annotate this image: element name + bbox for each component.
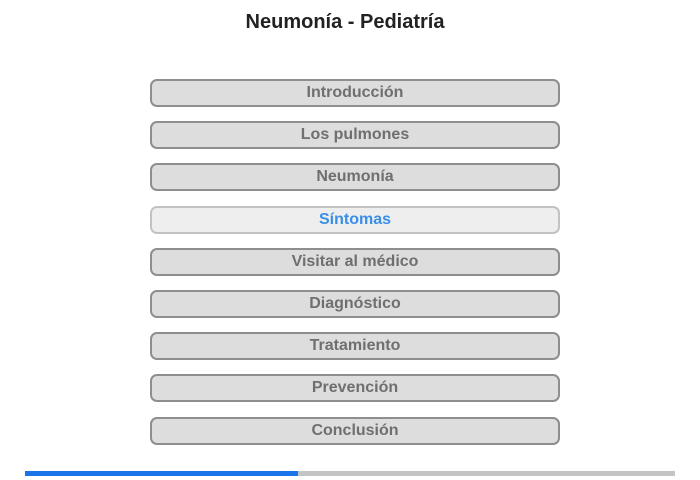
progress-bar-fill	[25, 471, 298, 476]
menu-item-tratamiento[interactable]: Tratamiento	[150, 332, 560, 360]
chapter-menu	[150, 79, 560, 459]
menu-item-los-pulmones[interactable]: Los pulmones	[150, 121, 560, 149]
menu-item-conclusion[interactable]: Conclusión	[150, 417, 560, 445]
menu-item-neumonia[interactable]: Neumonía	[150, 163, 560, 191]
menu-item-diagnostico[interactable]: Diagnóstico	[150, 290, 560, 318]
page-title: Neumonía - Pediatría	[245, 11, 445, 33]
menu-item-introduccion[interactable]: Introducción	[150, 79, 560, 107]
menu-item-sintomas[interactable]: Síntomas	[150, 206, 560, 234]
menu-item-prevencion[interactable]: Prevención	[150, 374, 560, 402]
menu-item-visitar-al-medico[interactable]: Visitar al médico	[150, 248, 560, 276]
progress-bar	[25, 471, 675, 476]
